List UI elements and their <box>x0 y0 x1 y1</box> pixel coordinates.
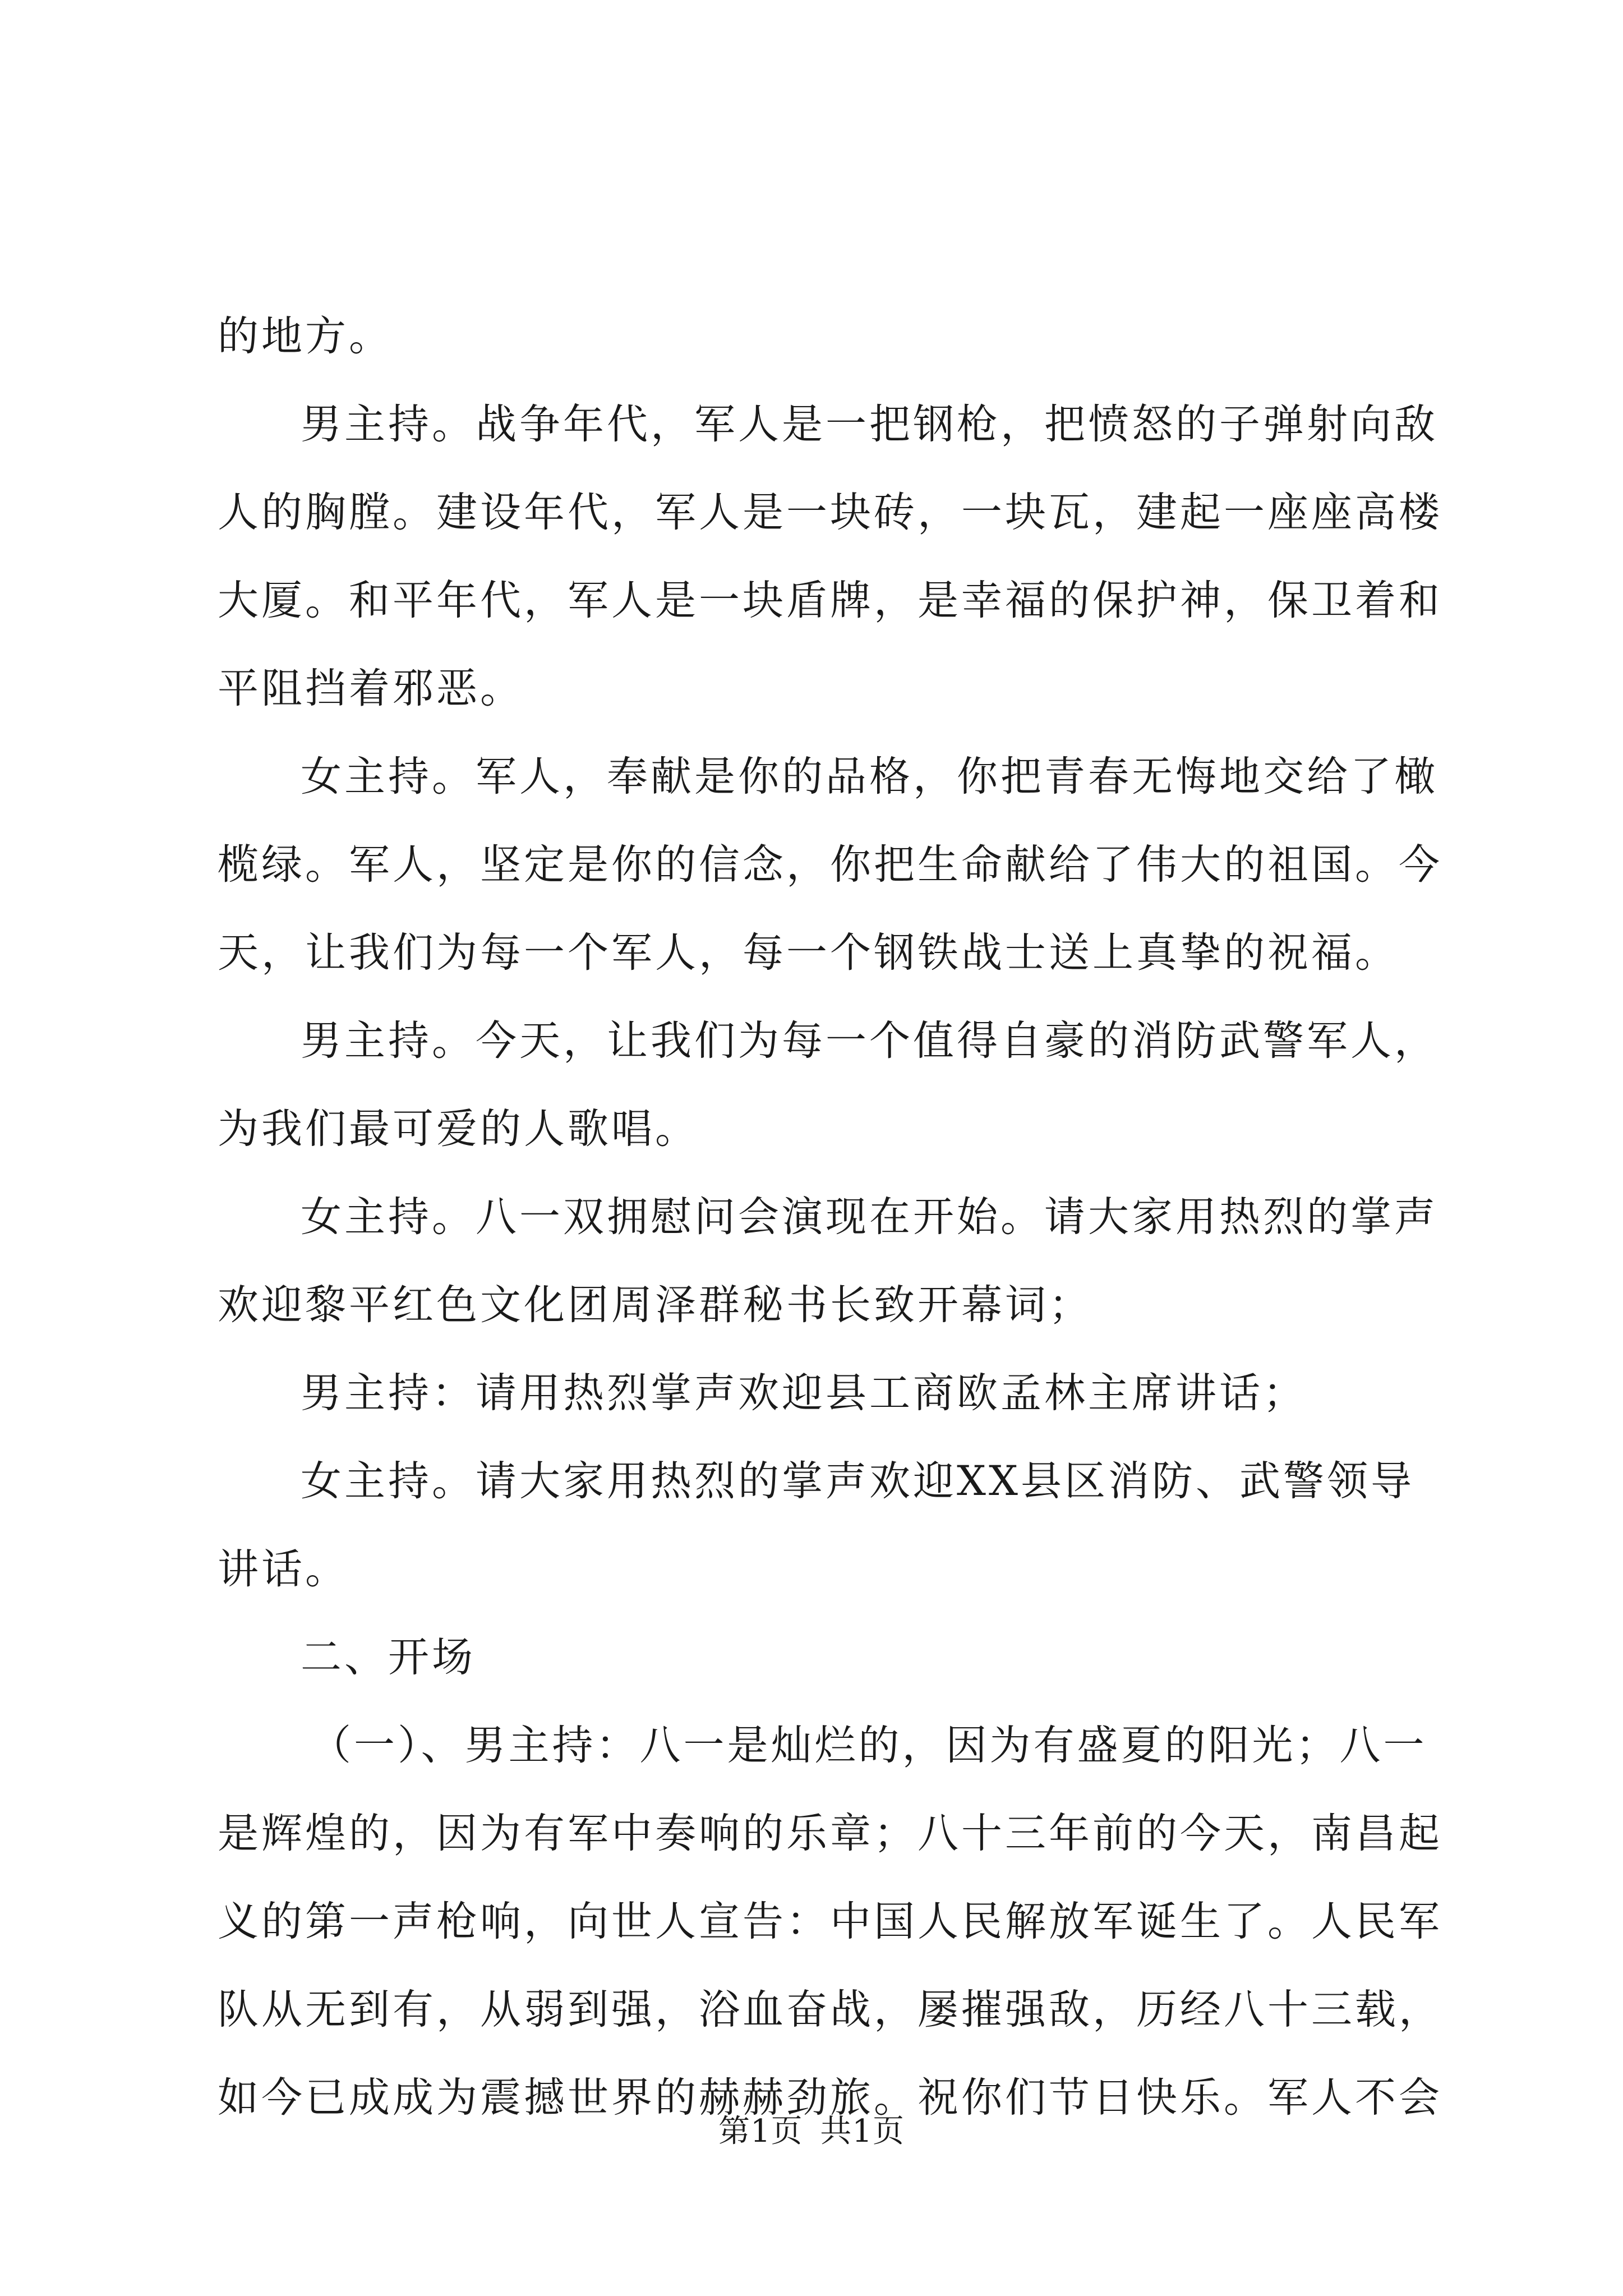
text-line: 女主持。八一双拥慰问会演现在开始。请大家用热烈的掌声 <box>301 1193 1438 1241</box>
text-line: 为我们最可爱的人歌唱。 <box>218 1105 699 1153</box>
page-footer <box>0 2109 1623 2154</box>
text-line: 义的第一声枪响，向世人宣告：中国人民解放军诞生了。人民军 <box>218 1898 1442 1945</box>
page-total: 共1页 <box>820 2113 905 2150</box>
text-line: 男主持：请用热烈掌声欢迎县工商欧孟林主席讲话； <box>301 1369 1307 1417</box>
text-line: 天，让我们为每一个军人，每一个钢铁战士送上真挚的祝福。 <box>218 929 1399 977</box>
page-number: 第1页 <box>718 2113 803 2150</box>
section-heading: 二、开场 <box>301 1634 476 1681</box>
text-line: 平阻挡着邪恶。 <box>218 665 524 712</box>
text-line: 榄绿。军人，坚定是你的信念，你把生命献给了伟大的祖国。今 <box>218 841 1442 889</box>
text-line: 女主持。请大家用热烈的掌声欢迎XX县区消防、武警领导 <box>301 1457 1414 1505</box>
text-line: 人的胸膛。建设年代，军人是一块砖，一块瓦，建起一座座高楼 <box>218 489 1442 536</box>
text-line: 欢迎黎平红色文化团周泽群秘书长致开幕词； <box>218 1281 1092 1329</box>
text-line: 女主持。军人，奉献是你的品格，你把青春无悔地交给了橄 <box>301 753 1438 800</box>
text-line: 的地方。 <box>218 312 393 360</box>
text-line: 队从无到有，从弱到强，浴血奋战，屡摧强敌，历经八十三载， <box>218 1986 1442 2033</box>
text-line: 男主持。战争年代，军人是一把钢枪，把愤怒的子弹射向敌 <box>301 401 1438 448</box>
text-line: 是辉煌的，因为有军中奏响的乐章；八十三年前的今天，南昌起 <box>218 1810 1442 1857</box>
text-line: （一）、男主持：八一是灿烂的，因为有盛夏的阳光；八一 <box>310 1722 1427 1769</box>
text-line: 男主持。今天，让我们为每一个值得自豪的消防武警军人， <box>301 1017 1438 1065</box>
text-line: 如今已成成为震撼世界的赫赫劲旅。祝你们节日快乐。军人不会 <box>218 2074 1442 2122</box>
text-line: 大厦。和平年代，军人是一块盾牌，是幸福的保护神，保卫着和 <box>218 577 1442 624</box>
text-line: 讲话。 <box>218 1545 349 1593</box>
